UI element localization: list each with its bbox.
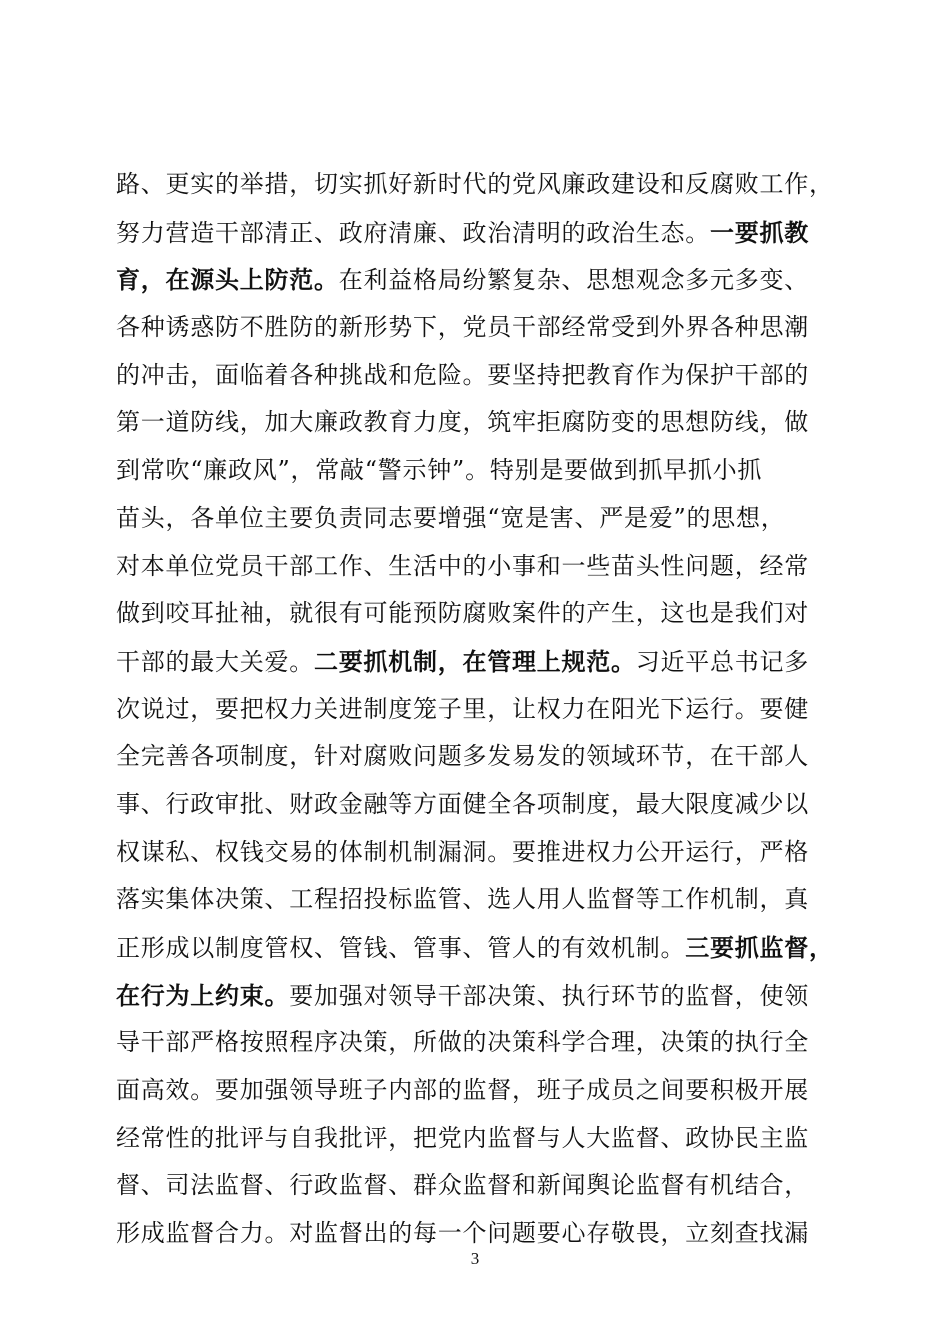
text-line [116, 686, 846, 734]
paragraph-text: 努力营造干部清正、政府清廉、政治清明的政治生态。 [116, 218, 710, 247]
text-line [116, 447, 846, 495]
paragraph-text: 经常性的批评与自我批评，把党内监督与人大监督、政协民主监 [116, 1123, 809, 1152]
paragraph-text: 面高效。要加强领导班子内部的监督，班子成员之间要积极开展 [116, 1076, 809, 1105]
text-line [116, 876, 846, 924]
text-line [116, 1019, 846, 1067]
paragraph-text: 形成监督合力。对监督出的每一个问题要心存敬畏，立刻查找漏 [116, 1219, 809, 1248]
paragraph-text: 落实集体决策、工程招投标监管、选人用人监督等工作机制，真 [116, 885, 809, 914]
body-text [116, 161, 846, 1258]
text-line [116, 1162, 846, 1210]
text-line [116, 1115, 846, 1163]
text-line [116, 256, 846, 304]
paragraph-text: 第一道防线，加大廉政教育力度，筑牢拒腐防变的思想防线，做 [116, 408, 809, 437]
text-line [116, 161, 846, 209]
text-line [116, 829, 846, 877]
paragraph-text: 导干部严格按照程序决策，所做的决策科学合理，决策的执行全 [116, 1028, 809, 1057]
paragraph-text: 到常吹“廉政风”，常敲“警示钟”。特别是要做到抓早抓小抓 [116, 456, 763, 485]
paragraph-text: 的冲击，面临着各种挑战和危险。要坚持把教育作为保护干部的 [116, 360, 809, 389]
paragraph-text: 做到咬耳扯袖，就很有可能预防腐败案件的产生，这也是我们对 [116, 599, 809, 628]
paragraph-text: 次说过，要把权力关进制度笼子里，让权力在阳光下运行。要健 [116, 694, 809, 723]
paragraph-text: 督、司法监督、行政监督、群众监督和新闻舆论监督有机结合， [116, 1171, 809, 1200]
page-number: 3 [470, 1249, 480, 1268]
paragraph-text: 各种诱惑防不胜防的新形势下，党员干部经常受到外界各种思潮 [116, 313, 809, 342]
paragraph-text: 正形成以制度管权、管钱、管事、管人的有效机制。 [116, 934, 686, 962]
text-line [116, 638, 846, 686]
bold-heading-text: 在行为上约束。 [116, 980, 290, 1010]
paragraph-text: 权谋私、权钱交易的体制机制漏洞。要推进权力公开运行，严格 [116, 837, 809, 866]
text-line [116, 1067, 846, 1115]
paragraph-text: 干部的最大关爱。 [116, 647, 314, 676]
paragraph-text: 全完善各项制度，针对腐败问题多发易发的领域环节，在干部人 [116, 742, 809, 771]
text-line [116, 399, 846, 447]
text-line [116, 304, 846, 352]
text-line [116, 733, 846, 781]
paragraph-text: 习近平总书记多 [635, 647, 809, 676]
paragraph-text: 要加强对领导干部决策、执行环节的监督，使领 [289, 981, 809, 1010]
text-line [116, 972, 846, 1020]
text-line [116, 924, 846, 972]
text-line [116, 590, 846, 638]
bold-heading-text: 二要抓机制，在管理上规范。 [314, 646, 636, 676]
text-line [116, 209, 846, 257]
text-line [116, 781, 846, 829]
paragraph-text: 事、行政审批、财政金融等方面健全各项制度，最大限度减少以 [116, 789, 809, 818]
paragraph-text: 苗头，各单位主要负责同志要增强“宽是害、严是爱”的思想， [116, 503, 786, 532]
text-line [116, 543, 846, 591]
text-line [116, 495, 846, 543]
text-line [116, 352, 846, 400]
paragraph-text: 对本单位党员干部工作、生活中的小事和一些苗头性问题，经常 [116, 551, 809, 580]
bold-heading-text: 一要抓教 [710, 217, 809, 247]
bold-heading-text: 育，在源头上防范。 [116, 265, 339, 295]
paragraph-text: 在利益格局纷繁复杂、思想观念多元多变、 [338, 266, 809, 295]
bold-heading-text: 三要抓监督， [685, 933, 834, 962]
paragraph-text: 路、更实的举措，切实抓好新时代的党风廉政建设和反腐败工作， [116, 170, 834, 198]
